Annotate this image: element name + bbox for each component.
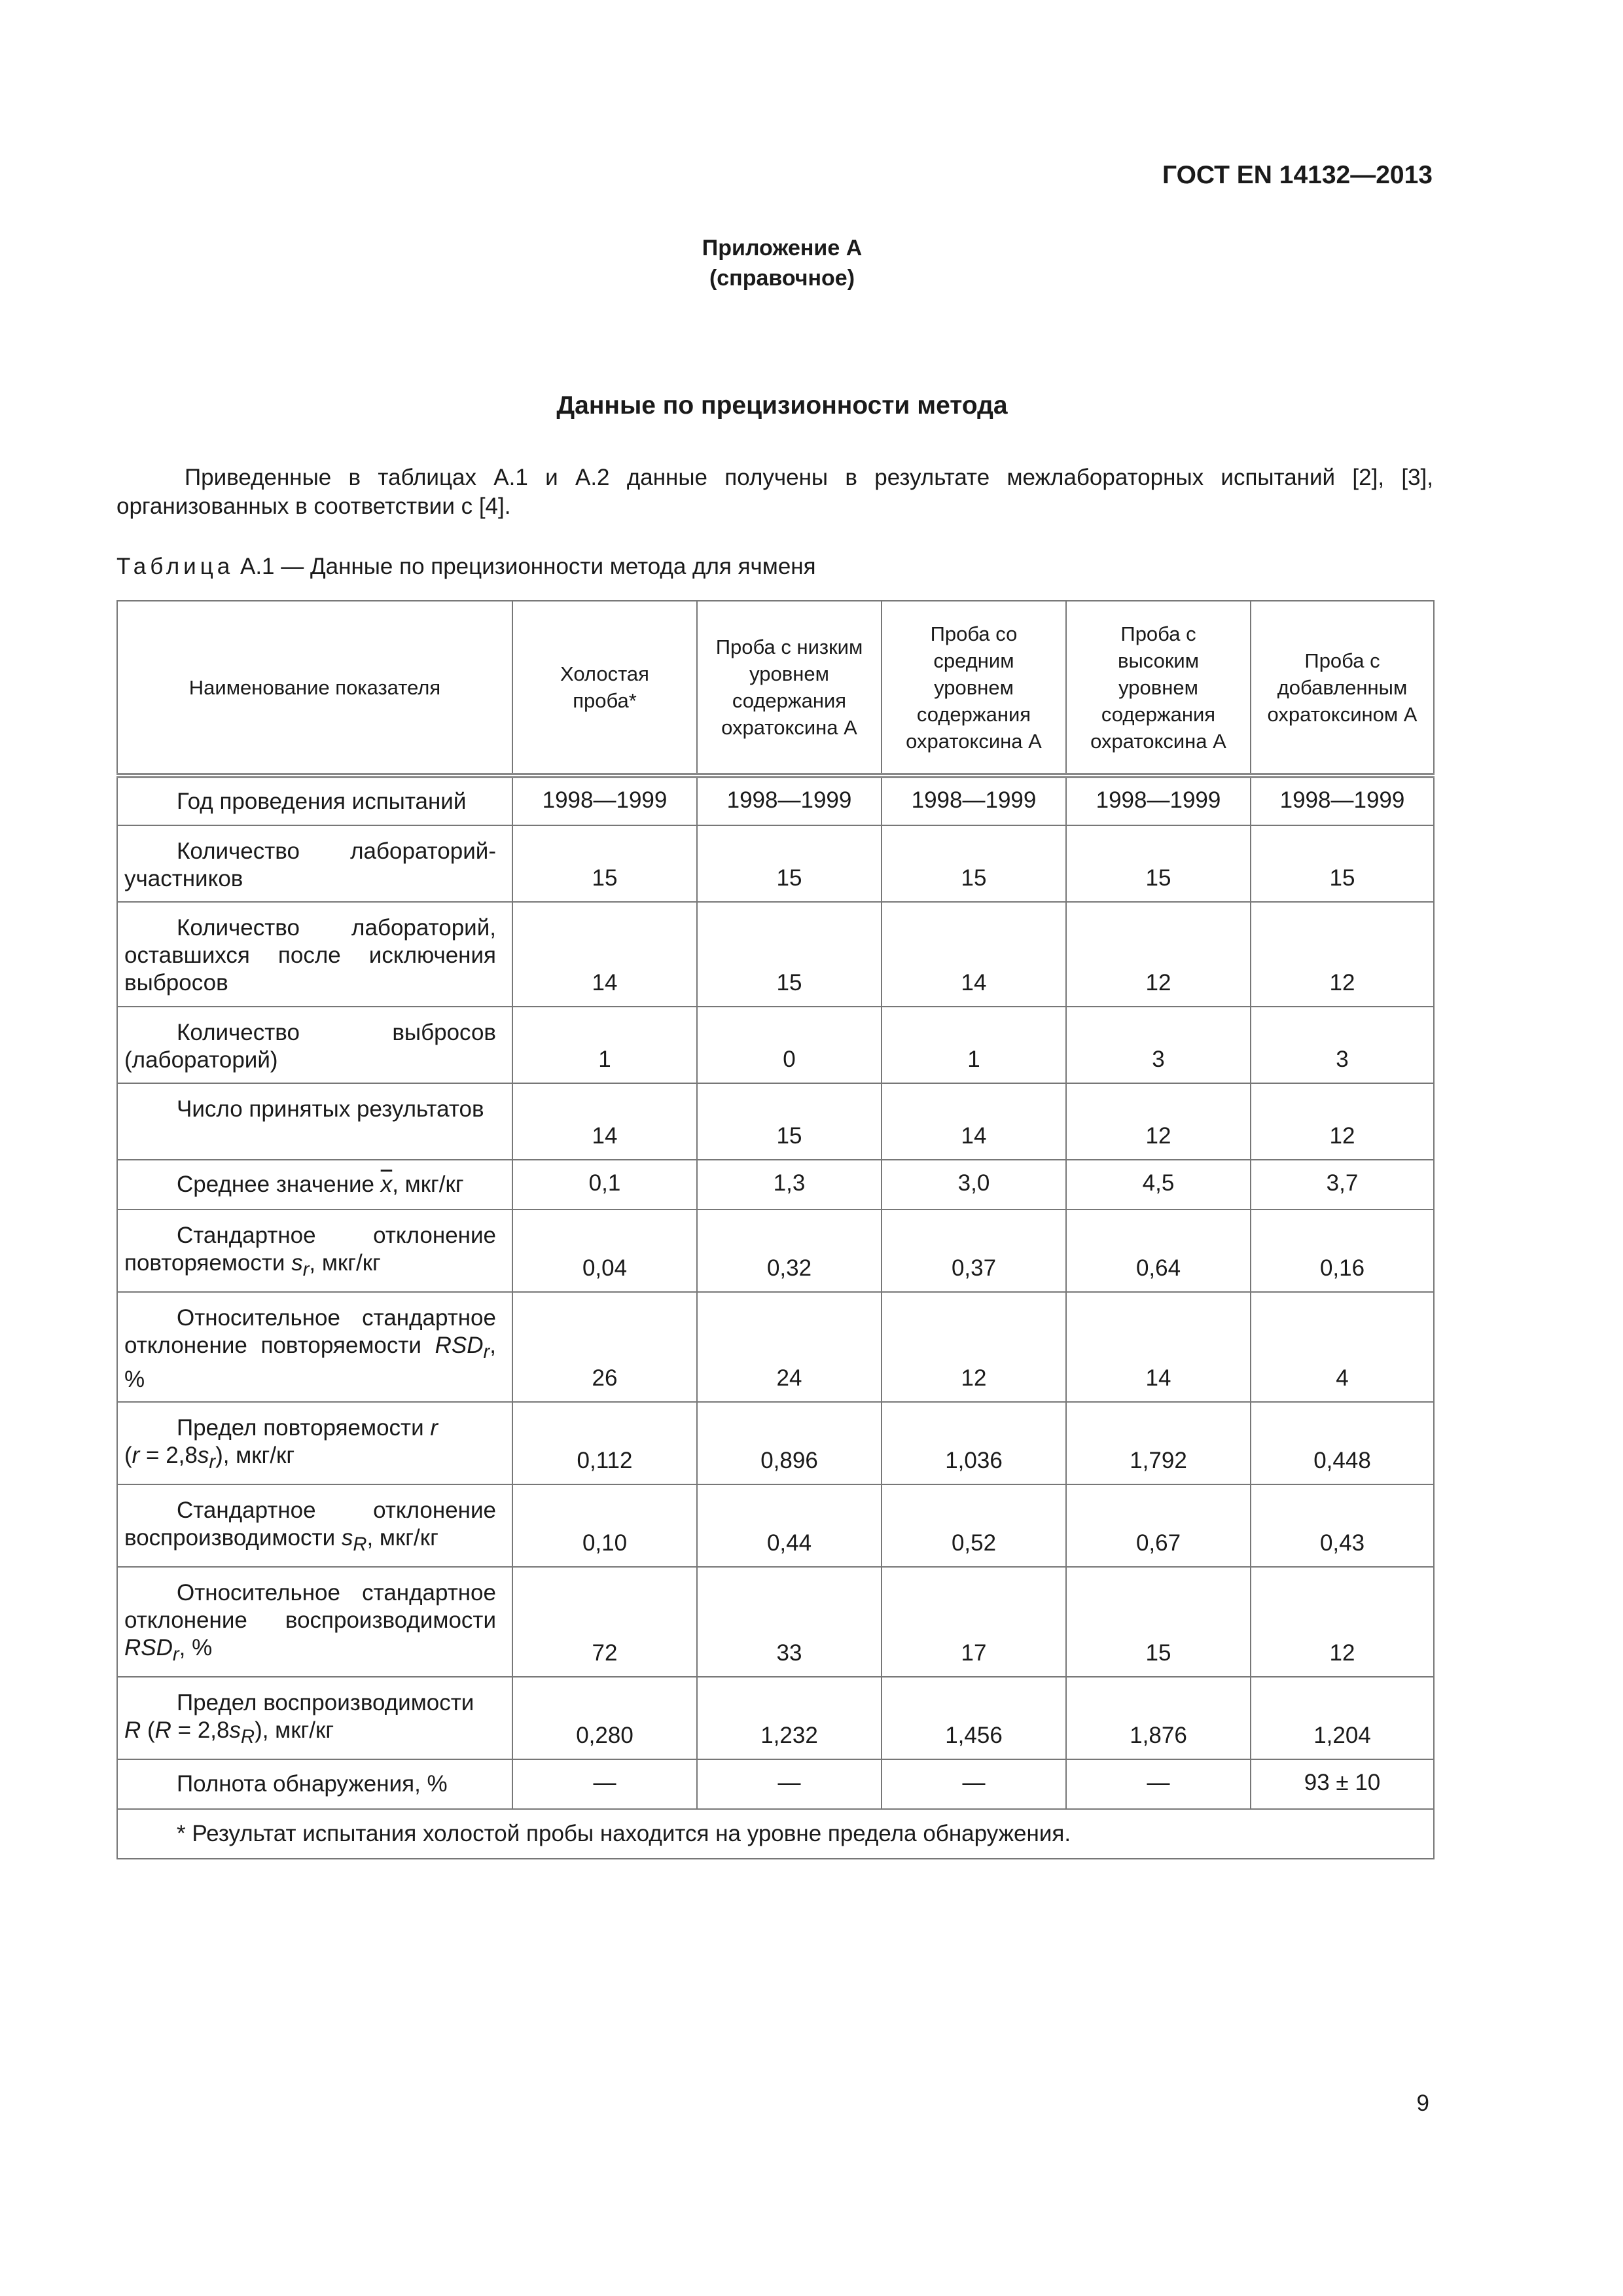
cell-value: 0,44	[697, 1484, 882, 1567]
cell-value: 14	[1066, 1292, 1251, 1402]
cell-value: 0,32	[697, 1210, 882, 1292]
cell-value: 1,036	[882, 1402, 1066, 1484]
annex-heading	[0, 233, 1564, 293]
cell-value: 1,876	[1066, 1677, 1251, 1759]
cell-value: 0	[697, 1007, 882, 1083]
row-label: Стандартное отклонение воспроизводимости $s_R$, мкг/кг	[117, 1484, 512, 1567]
table-row	[117, 1210, 1434, 1292]
row-label: Относительное стандартное отклонение воспроизводимости $RSD_r$, %	[117, 1567, 512, 1677]
row-label: Количество лабораторий-участников	[117, 825, 512, 902]
row-label: Число принятых результатов	[117, 1083, 512, 1160]
annex-subtitle: (справочное)	[709, 266, 855, 291]
row-label: Полнота обнаружения, %	[117, 1759, 512, 1809]
cell-value: 3,7	[1251, 1160, 1434, 1210]
row-label: Количество лабораторий, оставшихся после исключения выбросов	[117, 902, 512, 1007]
table-footnote-row	[117, 1809, 1434, 1859]
intro-text: Приведенные в таблицах А.1 и А.2 данные получены в результате межлабораторных испытаний [2], [3], организованных в соответствии с [4].	[116, 465, 1433, 519]
table-row	[117, 1007, 1434, 1083]
cell-value: 1,792	[1066, 1402, 1251, 1484]
cell-value: 17	[882, 1567, 1066, 1677]
cell-value: —	[512, 1759, 697, 1809]
cell-value: 3	[1251, 1007, 1434, 1083]
cell-value: 14	[882, 902, 1066, 1007]
section-title: Данные по прецизионности метода	[556, 391, 1008, 420]
cell-value: 0,112	[512, 1402, 697, 1484]
cell-value: 14	[512, 1083, 697, 1160]
row-label: Предел воспроизводимости R $(R = 2,8s_R)$, мкг/кг	[117, 1677, 512, 1759]
header-high-sample: Проба с высоким уровнем содержания охратоксина А	[1066, 601, 1251, 776]
cell-value: 15	[882, 825, 1066, 902]
cell-value: 1998—1999	[1066, 776, 1251, 825]
cell-value: 1,204	[1251, 1677, 1434, 1759]
row-label: Относительное стандартное отклонение повторяемости $RSD_r$, %	[117, 1292, 512, 1402]
cell-value: 12	[1066, 902, 1251, 1007]
cell-value: 26	[512, 1292, 697, 1402]
row-label: Стандартное отклонение повторяемости $s_r$, мкг/кг	[117, 1210, 512, 1292]
cell-value: 0,10	[512, 1484, 697, 1567]
table-row	[117, 1484, 1434, 1567]
cell-value: 33	[697, 1567, 882, 1677]
table-row	[117, 825, 1434, 902]
cell-value: 15	[697, 902, 882, 1007]
cell-value: 12	[1251, 1083, 1434, 1160]
table-caption	[116, 554, 816, 580]
cell-value: 4,5	[1066, 1160, 1251, 1210]
table-caption-lead: Таблица	[116, 554, 234, 579]
cell-value: 0,37	[882, 1210, 1066, 1292]
table-row	[117, 902, 1434, 1007]
header-blank-sample: Холостая проба*	[512, 601, 697, 776]
cell-value: 0,43	[1251, 1484, 1434, 1567]
cell-value: 15	[1066, 825, 1251, 902]
row-label: Предел повторяемости r $(r = 2,8s_r)$, мкг/кг	[117, 1402, 512, 1484]
cell-value: —	[1066, 1759, 1251, 1809]
cell-value: 1,3	[697, 1160, 882, 1210]
table-row	[117, 776, 1434, 825]
cell-value: 1998—1999	[512, 776, 697, 825]
cell-value: 15	[1066, 1567, 1251, 1677]
cell-value: 1	[882, 1007, 1066, 1083]
header-low-sample: Проба с низким уровнем содержания охратоксина А	[697, 601, 882, 776]
table-caption-text: А.1 — Данные по прецизионности метода для ячменя	[240, 554, 816, 579]
intro-paragraph	[116, 463, 1433, 521]
cell-value: —	[697, 1759, 882, 1809]
cell-value: 15	[697, 825, 882, 902]
cell-value: 12	[1066, 1083, 1251, 1160]
cell-value: 12	[1251, 1567, 1434, 1677]
cell-value: 72	[512, 1567, 697, 1677]
cell-value: 0,52	[882, 1484, 1066, 1567]
table-row	[117, 1083, 1434, 1160]
cell-value: 0,67	[1066, 1484, 1251, 1567]
cell-value: 14	[512, 902, 697, 1007]
header-indicator-name: Наименование показателя	[117, 601, 512, 776]
table-row	[117, 1759, 1434, 1809]
precision-table	[116, 600, 1435, 1859]
row-label: Год проведения испытаний	[117, 776, 512, 825]
table-row	[117, 1567, 1434, 1677]
cell-value: 0,64	[1066, 1210, 1251, 1292]
table-row	[117, 1402, 1434, 1484]
cell-value: 15	[697, 1083, 882, 1160]
cell-value: 0,896	[697, 1402, 882, 1484]
document-code: ГОСТ EN 14132—2013	[1162, 161, 1433, 189]
cell-value: 15	[512, 825, 697, 902]
cell-value: 0,16	[1251, 1210, 1434, 1292]
cell-value: —	[882, 1759, 1066, 1809]
row-label: Количество выбросов (лабораторий)	[117, 1007, 512, 1083]
table-row	[117, 1677, 1434, 1759]
cell-value: 93 ± 10	[1251, 1759, 1434, 1809]
cell-value: 0,04	[512, 1210, 697, 1292]
cell-value: 3,0	[882, 1160, 1066, 1210]
cell-value: 1,456	[882, 1677, 1066, 1759]
header-spiked-sample: Проба с добавленным охратоксином А	[1251, 601, 1434, 776]
cell-value: 3	[1066, 1007, 1251, 1083]
table-footnote: * Результат испытания холостой пробы находится на уровне предела обнаружения.	[117, 1809, 1434, 1859]
cell-value: 1	[512, 1007, 697, 1083]
cell-value: 0,448	[1251, 1402, 1434, 1484]
table-header-row	[117, 601, 1434, 776]
header-medium-sample: Проба со средним уровнем содержания охратоксина А	[882, 601, 1066, 776]
cell-value: 0,280	[512, 1677, 697, 1759]
table-row	[117, 1292, 1434, 1402]
table-row	[117, 1160, 1434, 1210]
cell-value: 0,1	[512, 1160, 697, 1210]
cell-value: 15	[1251, 825, 1434, 902]
cell-value: 24	[697, 1292, 882, 1402]
cell-value: 1,232	[697, 1677, 882, 1759]
page-number: 9	[1416, 2090, 1429, 2116]
cell-value: 1998—1999	[1251, 776, 1434, 825]
cell-value: 1998—1999	[882, 776, 1066, 825]
annex-title: Приложение А	[702, 236, 863, 260]
cell-value: 14	[882, 1083, 1066, 1160]
row-label: Среднее значение $\overline{x}$, мкг/кг	[117, 1160, 512, 1210]
cell-value: 12	[1251, 902, 1434, 1007]
cell-value: 12	[882, 1292, 1066, 1402]
cell-value: 4	[1251, 1292, 1434, 1402]
cell-value: 1998—1999	[697, 776, 882, 825]
